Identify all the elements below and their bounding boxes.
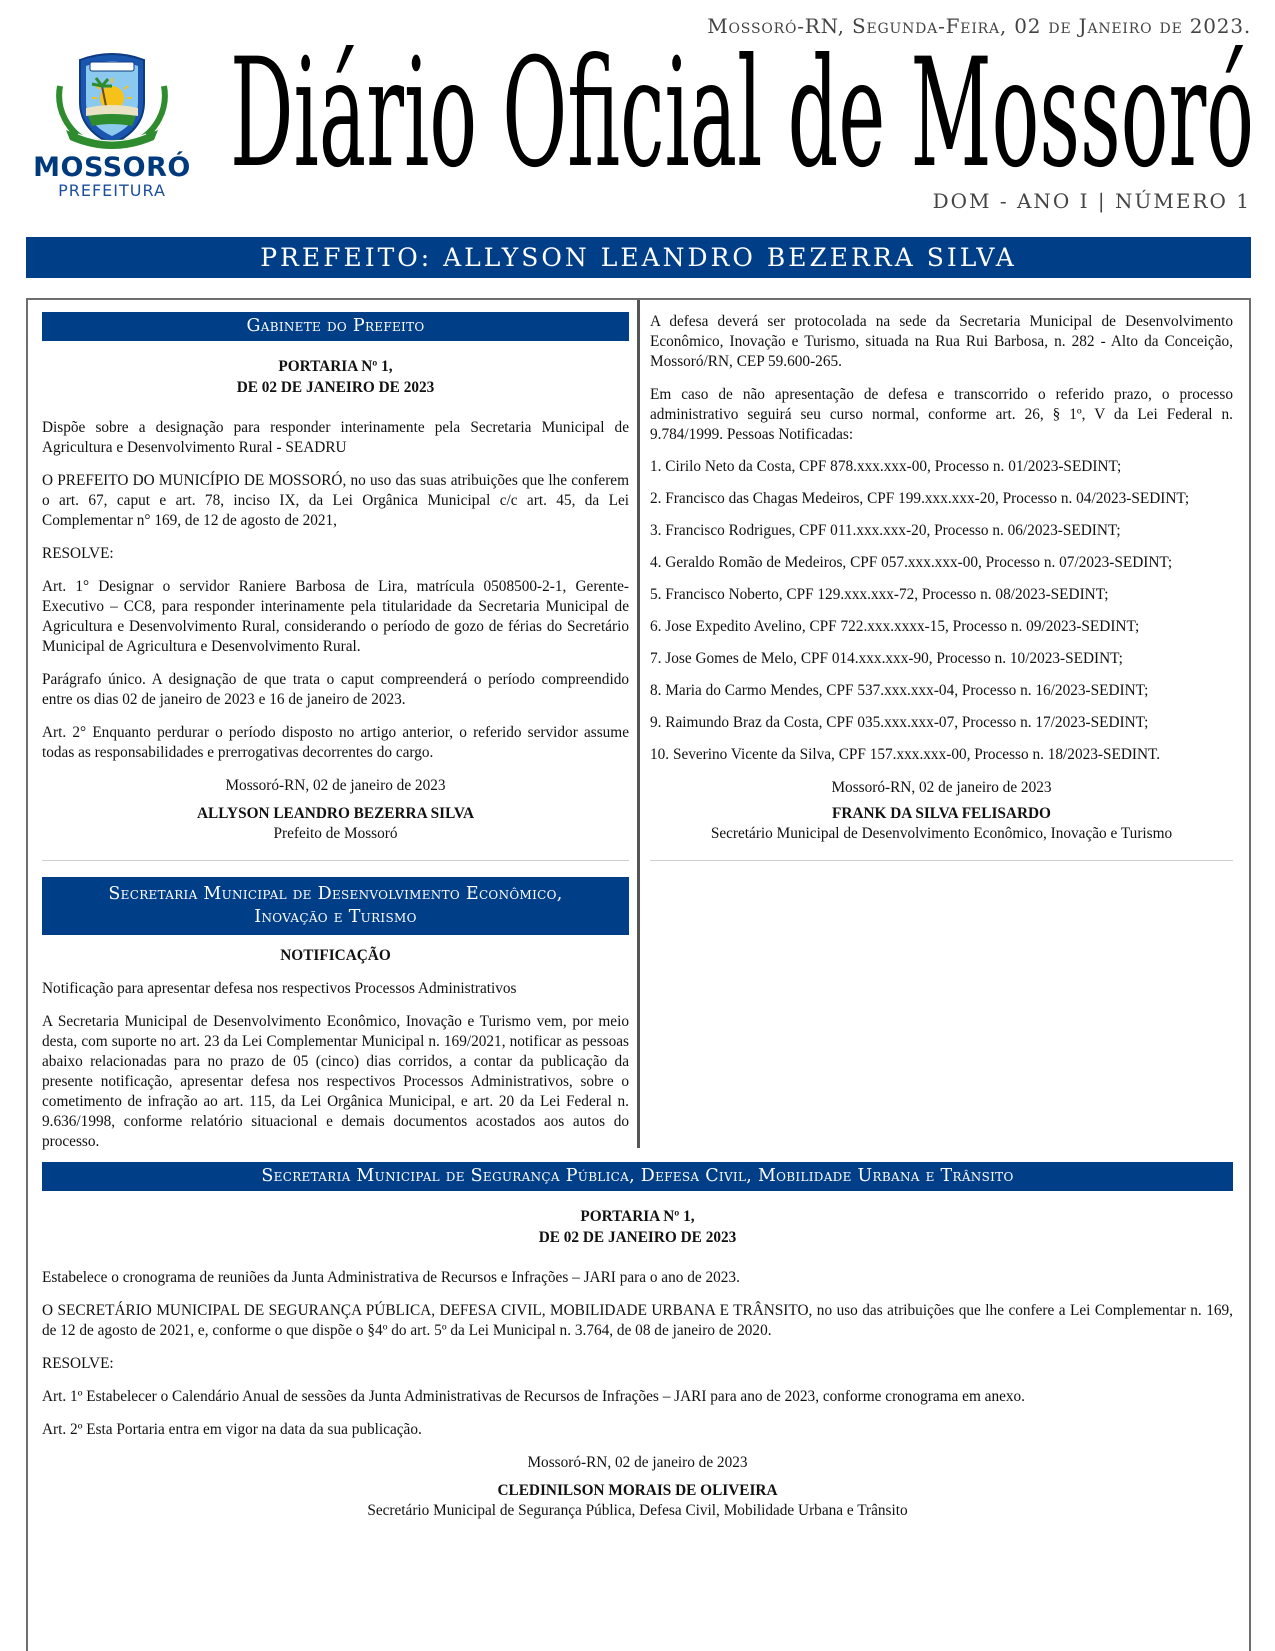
portaria-ementa: Estabelece o cronograma de reuniões da Junta Administrativa de Recursos e Infrações – JARI para o ano de 2023. — [42, 1269, 740, 1286]
list-item: 2. Francisco das Chagas Medeiros, CPF 199.xxx.xxx-20, Processo n. 04/2023-SEDINT; — [650, 490, 1190, 507]
portaria-title — [42, 356, 629, 398]
portaria-number: PORTARIA Nº 1, — [580, 1208, 695, 1225]
full-width-section — [42, 1162, 1233, 1521]
city-crest-icon — [52, 46, 172, 154]
portaria-ementa: Dispõe sobre a designação para responder interinamente pela Secretaria Municipal de Agricultura e Desenvolvimento Rural - SEADRU — [42, 419, 629, 456]
signature-place-date: Mossoró-RN, 02 de janeiro de 2023 — [527, 1454, 748, 1471]
portaria-art2: Art. 2º Esta Portaria entra em vigor na data da sua publicação. — [42, 1421, 422, 1438]
portaria-resolve: RESOLVE: — [42, 545, 114, 562]
signature-place-date: Mossoró-RN, 02 de janeiro de 2023 — [225, 777, 446, 794]
column-divider — [637, 300, 640, 1148]
portaria-preamble: O SECRETÁRIO MUNICIPAL DE SEGURANÇA PÚBLICA, DEFESA CIVIL, MOBILIDADE URBANA E TRÂNSITO, no uso das atribuições que lhe confere a Lei Complementar n. 169, de 12 de agosto de 2021, e, conforme o que dispõe o §4º do art. 5º da Lei Municipal n. 3.764, de 08 de janeiro de 2020. — [42, 1302, 1233, 1339]
portaria-art1: Art. 1° Designar o servidor Raniere Barbosa de Lira, matrícula 0508500-2-1, Gerente-Executivo – CC8, para responder interinamente pela titularidade da Secretaria Municipal de Agricultura e Desenvolvimento Rural, considerando o período de gozo de férias do Secretário Municipal de Agricultura e Desenvolvimento Rural. — [42, 578, 629, 655]
section-header-seguranca: Secretaria Municipal de Segurança Pública, Defesa Civil, Mobilidade Urbana e Trânsito — [42, 1162, 1233, 1191]
edition-number: DOM - ANO I | NÚMERO 1 — [932, 189, 1251, 213]
signer-role: Secretário Municipal de Desenvolvimento Econômico, Inovação e Turismo — [710, 825, 1173, 842]
list-item: 9. Raimundo Braz da Costa, CPF 035.xxx.xxx-07, Processo n. 17/2023-SEDINT; — [650, 714, 1149, 731]
logo-city-name: MOSSORÓ — [33, 152, 191, 183]
list-item: 6. Jose Expedito Avelino, CPF 722.xxx.xxxx-15, Processo n. 09/2023-SEDINT; — [650, 618, 1140, 635]
masthead-title-text: Diário Oficial de Mossoró — [230, 27, 1254, 201]
list-item: 4. Geraldo Romão de Medeiros, CPF 057.xxx.xxx-00, Processo n. 07/2023-SEDINT; — [650, 554, 1173, 571]
notificacao-nao-apresentacao: Em caso de não apresentação de defesa e transcorrido o referido prazo, o processo administrativo seguirá seu curso normal, conforme art. 26, § 1º, V da Lei Federal n. 9.784/1999. Pessoas Notificadas: — [650, 386, 1233, 443]
portaria-date: DE 02 DE JANEIRO DE 2023 — [538, 1229, 737, 1246]
right-column — [650, 312, 1233, 861]
left-column — [42, 312, 629, 1152]
notificacao-body: A Secretaria Municipal de Desenvolvimento Econômico, Inovação e Turismo vem, por meio desta, com suporte no art. 23 da Lei Complementar Municipal n. 169/2021, notificar as pessoas abaixo relacionadas para no prazo de 05 (cinco) dias corridos, a contar da publicação da presente notificação, apresentar defesa nos respectivos Processos Administrativos, sobre o cometimento de infração ao art. 115, da Lei Orgânica Municipal, e art. 20 da Lei Federal n. 9.636/1998, conforme relatório situacional e demais documentos acostados aos autos do processo. — [42, 1013, 629, 1150]
mayor-banner: PREFEITO: ALLYSON LEANDRO BEZERRA SILVA — [26, 237, 1251, 278]
signer-role: Prefeito de Mossoró — [273, 825, 398, 842]
portaria-title — [42, 1206, 1233, 1248]
list-item: 5. Francisco Noberto, CPF 129.xxx.xxx-72, Processo n. 08/2023-SEDINT; — [650, 586, 1109, 603]
section-divider — [650, 860, 1233, 861]
logo-subtitle: PREFEITURA — [58, 181, 166, 200]
portaria-date: DE 02 DE JANEIRO DE 2023 — [236, 379, 435, 396]
signer-name: CLEDINILSON MORAIS DE OLIVEIRA — [497, 1482, 778, 1499]
section-header-gabinete: Gabinete do Prefeito — [42, 312, 629, 341]
signer-role: Secretário Municipal de Segurança Pública, Defesa Civil, Mobilidade Urbana e Trânsito — [367, 1502, 908, 1519]
section-header-line-1: Secretaria Municipal de Desenvolvimento Econômico, — [108, 884, 563, 904]
portaria-art1: Art. 1º Estabelecer o Calendário Anual de sessões da Junta Administrativas de Recursos de Infrações – JARI para ano de 2023, conforme cronograma em anexo. — [42, 1388, 1026, 1405]
notified-list — [650, 457, 1233, 765]
publication-date: Mossoró-RN, Segunda-Feira, 02 de Janeiro de 2023. — [707, 14, 1251, 38]
list-item: 8. Maria do Carmo Mendes, CPF 537.xxx.xxx-04, Processo n. 16/2023-SEDINT; — [650, 682, 1149, 699]
portaria-paragrafo: Parágrafo único. A designação de que trata o caput compreenderá o período compreendido entre os dias 02 de janeiro de 2023 e 16 de janeiro de 2023. — [42, 671, 629, 708]
portaria-art2: Art. 2° Enquanto perdurar o período disposto no artigo anterior, o referido servidor assume todas as responsabilidades e prerrogativas decorrentes do cargo. — [42, 724, 629, 761]
section-header-line-2: Inovação e Turismo — [254, 907, 417, 927]
list-item: 3. Francisco Rodrigues, CPF 011.xxx.xxx-20, Processo n. 06/2023-SEDINT; — [650, 522, 1121, 539]
prefeitura-logo — [22, 46, 202, 206]
list-item: 10. Severino Vicente da Silva, CPF 157.xxx.xxx-00, Processo n. 18/2023-SEDINT. — [650, 746, 1161, 763]
portaria-resolve: RESOLVE: — [42, 1355, 114, 1372]
notificacao-intro: Notificação para apresentar defesa nos respectivos Processos Administrativos — [42, 980, 517, 997]
signer-name: FRANK DA SILVA FELISARDO — [832, 805, 1051, 822]
portaria-preamble: O PREFEITO DO MUNICÍPIO DE MOSSORÓ, no uso das suas atribuições que lhe conferem o art. 67, caput e art. 78, inciso IX, da Lei Orgânica Municipal c/c art. 45, da Lei Complementar n° 169, de 12 de agosto de 2021, — [42, 472, 629, 529]
notificacao-title: NOTIFICAÇÃO — [280, 947, 391, 964]
section-divider — [42, 860, 629, 861]
list-item: 7. Jose Gomes de Melo, CPF 014.xxx.xxx-90, Processo n. 10/2023-SEDINT; — [650, 650, 1123, 667]
list-item: 1. Cirilo Neto da Costa, CPF 878.xxx.xxx-00, Processo n. 01/2023-SEDINT; — [650, 458, 1122, 475]
signature-place-date: Mossoró-RN, 02 de janeiro de 2023 — [831, 779, 1052, 796]
section-header-sedint — [42, 877, 629, 935]
portaria-number: PORTARIA Nº 1, — [278, 358, 393, 375]
notificacao-defesa: A defesa deverá ser protocolada na sede da Secretaria Municipal de Desenvolvimento Econômico, Inovação e Turismo, situada na Rua Rui Barbosa, n. 282 - Alto da Conceição, Mossoró/RN, CEP 59.600-265. — [650, 313, 1233, 370]
signer-name: ALLYSON LEANDRO BEZERRA SILVA — [196, 805, 474, 822]
